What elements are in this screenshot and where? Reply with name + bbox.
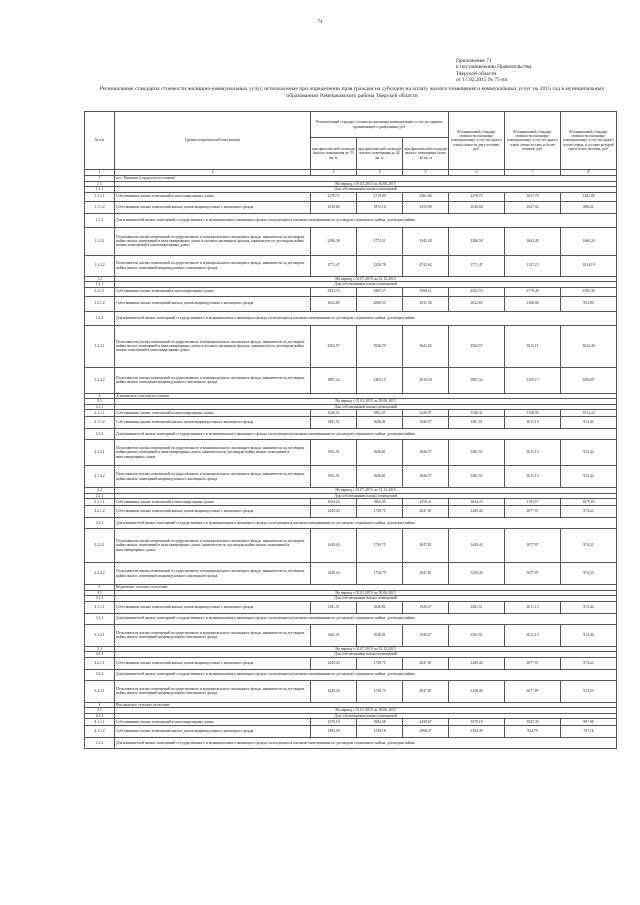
column-number: 7 [505,170,561,176]
value-cell: 1166,06 [505,296,561,311]
value-cell: 1536,84 [449,201,505,213]
row-index: 2.1 [85,399,115,405]
table-row [85,601,617,613]
value-cell: 1077,97 [505,657,561,669]
value-cell: 2047,81 [403,563,449,585]
row-index: 2.2.2.1 [85,529,115,563]
value-cell: 1771,47 [311,255,357,276]
value-cell: 3641,65 [403,325,449,367]
value-cell: 1011,15 [505,466,561,488]
value-cell: 1449,43 [449,563,505,585]
table-row [85,227,617,255]
table-row [85,367,617,393]
value-cell: 1652,69 [449,296,505,311]
value-cell: 1887,32 [449,367,505,393]
value-cell: 1027,92 [505,201,561,213]
row-label: На период с 01.07.2015 по 31.12.2015 [115,488,617,494]
row-label: Для нанимателей жилых помещений государственного и муниципального жилищного фонда, пользующихся жилыми помещениями по договорам социального найма, договорам найма [115,669,617,680]
row-label: Собственники жилых помещений жилых домов индивидуального жилищного фонда [115,506,311,518]
value-cell: 913,44 [561,466,617,488]
row-label: На период с 01.01.2015 по 30.06.2015 [115,708,617,714]
row-label: Для собственников жилых помещений [115,187,617,193]
value-cell: 1972,16 [357,201,403,213]
value-cell: 1684,38 [357,719,403,726]
value-cell: 1449,43 [449,529,505,563]
value-cell: 1137,23 [505,255,561,276]
row-index: 1.1 [85,181,115,187]
row-label: Высоковское сельское поселение [115,702,617,708]
row-label: На период с 01.01.2015 по 30.06.2015 [115,399,617,405]
value-cell: 1887,32 [311,367,357,393]
column-number: 6 [449,170,505,176]
value-cell: 2286,58 [449,227,505,255]
row-label: Для собственников жилых помещений [115,282,617,288]
header-col7: Региональный стандарт стоимости жилищно-коммунальных услуг на одного члена семьи из трех и более человек, руб. [505,112,561,170]
value-cell: 2719,09 [357,192,403,201]
table-row [85,296,617,311]
row-index: 3.1.1 [85,596,115,602]
table-row [85,529,617,563]
row-index: 2.2 [85,488,115,494]
value-cell: 1361,51 [449,624,505,646]
row-index: 3.1.2.1 [85,624,115,646]
table-row [85,192,617,201]
row-index: 2.1.1.1 [85,410,115,417]
period-row [85,311,617,325]
value-cell: 1361,51 [311,440,357,466]
value-cell: 2772,51 [357,227,403,255]
value-cell: 1084,87 [561,367,617,393]
value-cell: 1546,31 [449,410,505,417]
table-row [85,201,617,213]
table-body [85,176,617,749]
value-cell: 1441,00 [561,192,617,201]
value-cell: 1749,18 [357,726,403,738]
row-index: 2.2.1.1 [85,499,115,506]
row-label: Для нанимателей жилых помещений государственного и муниципального жилищного фонда, пользующихся жилыми помещениями по договорам социального найма, договорам найма [115,213,617,227]
value-cell: 1394,39 [311,726,357,738]
table-row [85,466,617,488]
row-index: 3.2 [85,646,115,652]
value-cell: 1652,69 [311,296,357,311]
column-number: 5 [403,170,449,176]
value-cell: 1361,51 [311,417,357,429]
value-cell: 2226,97 [403,410,449,417]
value-cell: 2047,81 [403,506,449,518]
row-label: Пользователи жилых помещений государственного и муниципального жилищного фонда, наниматели по договорам найма жилых помещений индивидуального жилищного фонда [115,255,311,276]
row-label: Для нанимателей жилых помещений государственного и муниципального жилищного фонда, пользующихся жилыми помещениями по договорам социального найма, договорам найма [115,311,617,325]
row-index: 2.1.1.2 [85,417,115,429]
row-index: 1.1.2 [85,213,115,227]
value-cell: 1011,15 [505,601,561,613]
value-cell: 1634,23 [311,499,357,506]
value-cell: 1011,15 [505,624,561,646]
table-row [85,726,617,738]
value-cell: 2047,81 [403,680,449,702]
value-cell: 2503,57 [311,325,357,367]
row-index: 2.2.1 [85,493,115,499]
row-label: Собственники жилых помещений в многоквартирных домах [115,192,311,201]
table-row [85,680,617,702]
value-cell: 1449,43 [311,657,357,669]
column-number: 8 [561,170,617,176]
table-row [85,287,617,296]
row-index: 2.1.1 [85,404,115,410]
row-label: Для нанимателей жилых помещений государственного и муниципального жилищного фонда, пользующихся жилыми помещениями по договорам социального найма, договорам найма [115,429,617,440]
appendix-line: Приложение 71 [456,58,492,64]
row-label: Собственники жилых помещений жилых домов индивидуального жилищного фонда [115,726,311,738]
value-cell: 1626,81 [357,417,403,429]
value-cell: 2350,21 [403,499,449,506]
value-cell: 924,70 [505,726,561,738]
value-cell: 1626,81 [357,624,403,646]
appendix-reference [456,58,531,84]
row-label: Собственники жилых помещений жилых домов индивидуального жилищного фонда [115,601,311,613]
header-sub1: при фактической площади жилого помещения до 33 кв. м [311,138,357,170]
row-index: 4.1.1 [85,713,115,719]
value-cell: 2439,67 [403,719,449,726]
row-label: Пользователи жилых помещений государственного и муниципального жилищного фонда, наниматели по договорам найма жилых помещений в многоквартирных домах в частных жилищных фондах, наниматели по договорам найма жилых помещений в многоквартирных домах [115,227,311,255]
table-row [85,719,617,726]
value-cell: 2276,75 [311,192,357,201]
row-label: Собственники жилых помещений жилых домов индивидуального жилищного фонда [115,417,311,429]
value-cell: 1361,51 [449,417,505,429]
header-col8: Региональный стандарт стоимости жилищно-коммунальных услуг на одного члена семьи, в составе которой три и более человек, руб. [561,112,617,170]
table-row [85,657,617,669]
row-index: 2.2.2.2 [85,563,115,585]
value-cell: 1730,75 [357,680,403,702]
value-cell: 1626,81 [357,601,403,613]
value-cell: 1011,15 [505,440,561,466]
column-number: 1 [85,170,115,176]
table-row [85,506,617,518]
value-cell: 2535,36 [403,296,449,311]
row-label: Ведновское сельское поселение [115,585,617,591]
row-label: Собственники жилых помещений в многоквартирных домах [115,410,311,417]
row-index: 3.1 [85,590,115,596]
row-index: 1.2.2.1 [85,325,115,367]
table-row [85,417,617,429]
header-sub2: при фактической площади жилого помещения до 42 кв. м [357,138,403,170]
value-cell: 1361,51 [449,466,505,488]
row-label: Пользователи жилых помещений государственного и муниципального жилищного фонда, наниматели по договорам найма жилых помещений индивидуального жилищного фонда [115,466,311,488]
row-label: На период с 01.01.2015 по 30.06.2015 [115,181,617,187]
row-index: 2.1.2.1 [85,440,115,466]
row-index: 1.1.2.1 [85,227,115,255]
row-label: Для собственников жилых помещений [115,713,617,719]
row-index: 3.2.2.1 [85,680,115,702]
value-cell: 1449,43 [311,563,357,585]
value-cell: 1926,57 [403,601,449,613]
row-index: 1.1.1.1 [85,192,115,201]
value-cell: 2742,62 [403,255,449,276]
row-label: Пользователи жилых помещений государственного и муниципального жилищного фонда, наниматели по договорам найма жилых помещений в многоквартирных домах в частных жилищных фондах, наниматели по договорам найма жилых помещений в многоквартирных домах [115,325,311,367]
page-number: 74 [317,20,323,25]
period-row [85,669,617,680]
value-cell: 1926,57 [403,417,449,429]
value-cell: 2350,88 [403,201,449,213]
value-cell: 913,44 [561,624,617,646]
value-cell: 1449,43 [449,506,505,518]
table-row [85,410,617,417]
row-label: Собственники жилых помещений жилых домов индивидуального жилищного фонда [115,657,311,669]
value-cell: 3345,20 [403,227,449,255]
row-label: На период с 01.07.2015 по 31.12.2015 [115,646,617,652]
table-row [85,624,617,646]
value-cell: 974,23 [561,506,617,518]
value-cell: 3261,66 [403,192,449,201]
row-label: Собственники жилых помещений жилых домов индивидуального жилищного фонда [115,201,311,213]
value-cell: 1965,95 [357,499,403,506]
row-index: 3.1.1.1 [85,601,115,613]
value-cell: 1811,11 [505,325,561,367]
value-cell: 1128,35 [505,410,561,417]
row-index: 4 [85,702,115,708]
row-label: Для нанимателей жилых помещений государственного и муниципального жилищного фонда, пользующихся жилыми помещениями по договорам социального найма, договорам найма [115,613,617,624]
value-cell: 2963,37 [357,287,403,296]
row-label: Для собственников жилых помещений [115,596,617,602]
value-cell: 1361,51 [311,624,357,646]
value-cell: 1862,01 [357,410,403,417]
value-cell: 1546,31 [311,410,357,417]
value-cell: 1394,39 [449,726,505,738]
value-cell: 1730,75 [357,563,403,585]
row-label: Пользователи жилых помещений государственного и муниципального жилищного фонда, наниматели по договорам найма жилых помещений в многоквартирных домах, наниматели по договорам найма жилых помещений в многоквартирных домах [115,440,311,466]
value-cell: 1468,24 [561,227,617,255]
row-index: 2 [85,393,115,399]
row-index: 4.1.2 [85,738,115,749]
value-cell: 1626,81 [357,466,403,488]
row-index: 3 [85,585,115,591]
value-cell: 1361,51 [449,440,505,466]
row-label: Для собственников жилых помещений [115,652,617,658]
value-cell: 1730,75 [357,506,403,518]
row-index: 4.1.1.1 [85,719,115,726]
row-index: 1 [85,176,115,182]
row-label: На период с 01.01.2015 по 30.06.2015 [115,590,617,596]
row-label: Пользователи жилых помещений государственного и муниципального жилищного фонда, наниматели по договорам найма жилых помещений индивидуального жилищного фонда [115,563,311,585]
row-index: 4.1 [85,708,115,714]
header-num: № п/п [85,112,115,170]
value-cell: 897,96 [561,719,617,726]
table-row [85,255,617,276]
value-cell: 1622,48 [561,325,617,367]
row-index: 3.1.2 [85,613,115,624]
row-index: 3.2.1.1 [85,657,115,669]
value-cell: 1077,97 [505,529,561,563]
value-cell: 1449,43 [311,529,357,563]
value-cell: 1730,75 [357,657,403,669]
row-index: 2.2.1.2 [85,506,115,518]
table-row [85,499,617,506]
value-cell: 1595,30 [561,287,617,296]
row-label: пос. Рамешки (городское поселение) [115,176,617,182]
header-col6: Региональный стандарт стоимости жилищно-коммунальных услуг на одного члена семьи из двух человек, руб. [449,112,505,170]
row-label: Для собственников жилых помещений [115,404,617,410]
value-cell: 974,23 [561,657,617,669]
value-cell: 1077,97 [505,680,561,702]
row-index: 1.2.1.1 [85,287,115,296]
row-label: Пользователи жилых помещений государственного и муниципального жилищного фонда, наниматели по договорам найма жилых помещений индивидуального жилищного фонда [115,624,311,646]
value-cell: 1536,84 [311,201,357,213]
standards-table [84,111,617,749]
value-cell: 3560,11 [403,287,449,296]
value-cell: 1255,17 [505,367,561,393]
row-index: 2.1.2 [85,429,115,440]
value-cell: 974,23 [561,563,617,585]
period-row [85,738,617,749]
header-single-group: Региональный стандарт стоимости жилищно-коммунальных услуг на одиноко проживающего гражданина, руб. [311,112,449,138]
period-row [85,213,617,227]
value-cell: 2919,50 [403,367,449,393]
value-cell: 1361,51 [449,601,505,613]
row-label: Для собственников жилых помещений [115,493,617,499]
value-cell: 1075,03 [561,499,617,506]
row-index: 2.2.2 [85,518,115,529]
value-cell: 1449,43 [449,680,505,702]
header-sub3: при фактической площади жилого помещения более 42 кв. м [403,138,449,170]
column-number: 2 [115,170,311,176]
value-cell: 1011,15 [505,417,561,429]
value-cell: 1779,49 [505,287,561,296]
value-cell: 974,23 [561,529,617,563]
value-cell: 1579,19 [449,719,505,726]
appendix-line: от 17.02.2015 № 75-пп [456,77,508,84]
row-label: Для нанимателей жилых помещений государственного и муниципального жилищного фонда, пользующихся жилыми помещениями по договорам социального найма, договорам найма [115,738,617,749]
value-cell: 1926,57 [403,624,449,646]
value-cell: 1449,43 [449,657,505,669]
row-label: Пользователи жилых помещений государственного и муниципального жилищного фонда, наниматели по договорам найма жилых помещений в многоквартирных домах, наниматели по договорам найма жилых помещений в многоквартирных домах [115,529,311,563]
header-group: Группа потребителей (тип жилья) [115,112,311,170]
value-cell: 1634,23 [449,499,505,506]
row-index: 1.1.1.2 [85,201,115,213]
value-cell: 2220,78 [357,255,403,276]
row-index: 1.2.1.2 [85,296,115,311]
value-cell: 1926,57 [403,440,449,466]
value-cell: 913,44 [561,440,617,466]
value-cell: 1611,78 [505,192,561,201]
value-cell: 2047,81 [403,529,449,563]
value-cell: 953,89 [561,296,617,311]
period-row [85,518,617,529]
period-row [85,429,617,440]
row-index: 1.1.1 [85,187,115,193]
appendix-line: к постановлению Правительства [456,64,532,71]
row-index: 1.1.2.2 [85,255,115,276]
row-label: Для нанимателей жилых помещений государственного и муниципального жилищного фонда, пользующихся жилыми помещениями по договорам социального найма, договорам найма [115,518,617,529]
row-index: 2.1.2.2 [85,466,115,488]
value-cell: 1361,51 [311,601,357,613]
value-cell: 913,44 [561,417,617,429]
table-row [85,563,617,585]
row-label: Собственники жилых помещений жилых домов индивидуального жилищного фонда [115,296,311,311]
appendix-line: Тверской области [456,70,497,77]
value-cell: 1449,43 [311,506,357,518]
value-cell: 797,16 [561,726,617,738]
row-label: Пользователи жилых помещений государственного и муниципального жилищного фонда, наниматели по договорам найма жилых помещений индивидуального жилищного фонда [115,680,311,702]
period-row [85,613,617,624]
row-index: 3.2.1 [85,652,115,658]
value-cell: 1077,97 [505,506,561,518]
row-index: 1.2.2.2 [85,367,115,393]
value-cell: 974,23 [561,680,617,702]
value-cell: 2066,53 [357,296,403,311]
table-row [85,440,617,466]
value-cell: 2453,74 [311,287,357,296]
value-cell: 1077,97 [505,563,561,585]
document-title: Региональные стандарты стоимости жилищно-коммунальных услуг, используемые при определении прав граждан на субсидии на оплату жилого помещения и коммунальных услуг на 2015 год в муниципальных образованиях Рамешковского района Тверской области [99,86,605,99]
row-label: Алешинское сельское поселение [115,393,617,399]
row-label: Пользователи жилых помещений государственного и муниципального жилищного фонда, наниматели по договорам найма жилых помещений индивидуального жилищного фонда [115,367,311,393]
value-cell: 1730,75 [357,529,403,563]
value-cell: 3026,79 [357,325,403,367]
value-cell: 1449,43 [311,680,357,702]
value-cell: 1926,57 [403,466,449,488]
value-cell: 1643,49 [505,227,561,255]
value-cell: 1193,57 [505,499,561,506]
value-cell: 1014,19 [561,255,617,276]
value-cell: 913,44 [561,601,617,613]
value-cell: 1771,47 [449,255,505,276]
value-cell: 1626,81 [357,440,403,466]
row-index: 1.2.2 [85,311,115,325]
row-index: 1.2.1 [85,282,115,288]
value-cell: 886,21 [561,201,617,213]
value-cell: 2503,57 [449,325,505,367]
value-cell: 1379,19 [311,719,357,726]
value-cell: 2453,74 [449,287,505,296]
value-cell: 1047,30 [505,719,561,726]
value-cell: 1014,24 [561,410,617,417]
row-label: Собственники жилых помещений в многоквартирных домах [115,287,311,296]
value-cell: 2276,75 [449,192,505,201]
row-label: Собственники жилых помещений в многоквартирных домах [115,719,311,726]
value-cell: 2047,81 [403,657,449,669]
row-index: 3.2.2 [85,669,115,680]
column-number: 3 [311,170,357,176]
value-cell: 2286,58 [311,227,357,255]
table-row [85,325,617,367]
column-number: 4 [357,170,403,176]
value-cell: 2365,15 [357,367,403,393]
row-index: 1.2 [85,276,115,282]
row-label: На период с 01.07.2015 по 31.12.2015 [115,276,617,282]
value-cell: 1361,51 [311,466,357,488]
value-cell: 2068,27 [403,726,449,738]
row-index: 4.1.1.2 [85,726,115,738]
row-label: Собственники жилых помещений в многоквартирных домах [115,499,311,506]
